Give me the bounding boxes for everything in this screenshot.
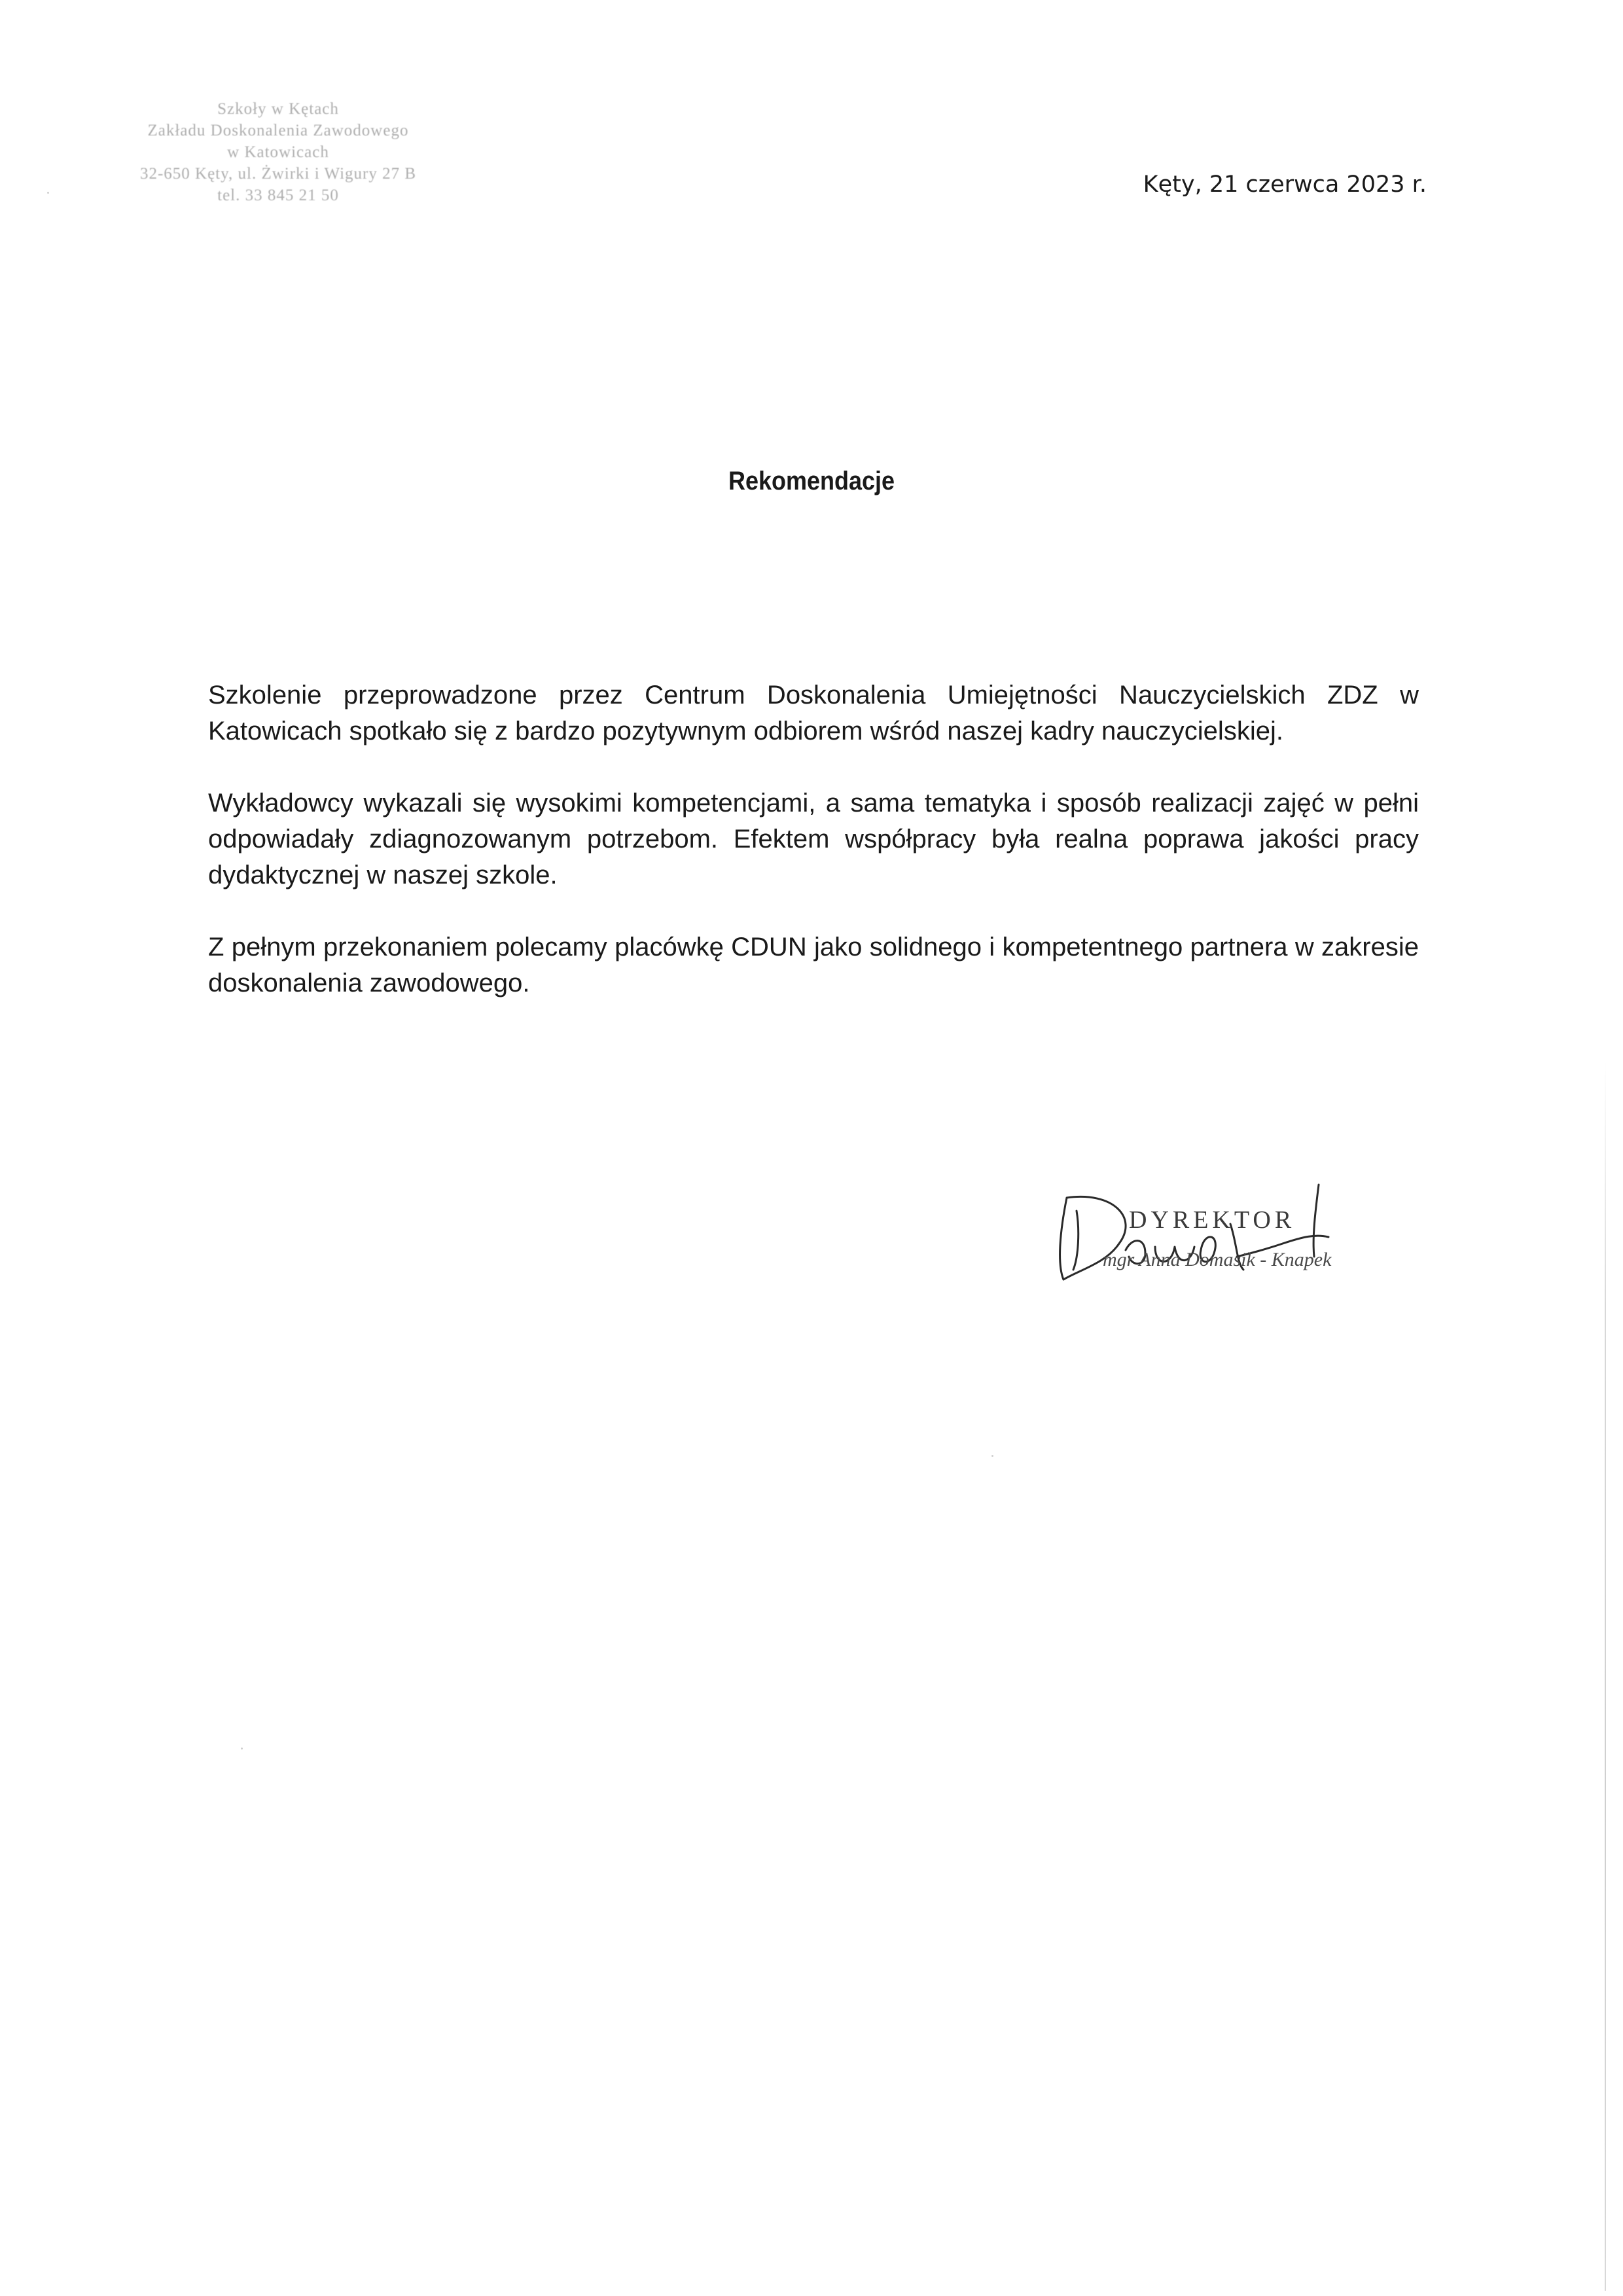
document-body <box>208 677 1419 1037</box>
document-title: Rekomendacje <box>728 467 895 495</box>
stamp-line: w Katowicach <box>227 143 329 161</box>
scan-speck <box>991 1455 993 1457</box>
stamp-line: 32-650 Kęty, ul. Żwirki i Wigury 27 B <box>139 165 417 183</box>
paragraph: Wykładowcy wykazali się wysokimi kompetencjami, a sama tematyka i sposób realizacji zajęć w pełni odpowiadały zdiagnozowanym potrzebom. Efektem współpracy była realna poprawa jakości pracy dydaktycznej w naszej szkole. <box>208 789 1419 889</box>
signature-name: mgr Anna Domasik - Knapek <box>1103 1249 1332 1270</box>
handwritten-signature <box>1041 1172 1407 1302</box>
stamp-line: tel. 33 845 21 50 <box>217 187 339 204</box>
stamp-line: Szkoły w Kętach <box>217 100 339 118</box>
stamp-line: Zakładu Doskonalenia Zawodowego <box>147 122 409 139</box>
scan-speck <box>47 192 49 194</box>
school-stamp <box>79 98 478 206</box>
signature-role: DYREKTOR <box>1129 1206 1296 1234</box>
scan-edge-line <box>1605 1060 1606 2291</box>
paragraph: Szkolenie przeprowadzone przez Centrum Doskonalenia Umiejętności Nauczycielskich ZDZ w Katowicach spotkało się z bardzo pozytywnym odbiorem wśród naszej kadry nauczycielskiej. <box>208 681 1419 745</box>
paragraph: Z pełnym przekonaniem polecamy placówkę CDUN jako solidnego i kompetentnego partnera w zakresie doskonalenia zawodowego. <box>208 933 1419 997</box>
scan-speck <box>241 1748 243 1749</box>
signature-block <box>1041 1172 1407 1302</box>
document-date: Kęty, 21 czerwca 2023 r. <box>1143 171 1427 198</box>
